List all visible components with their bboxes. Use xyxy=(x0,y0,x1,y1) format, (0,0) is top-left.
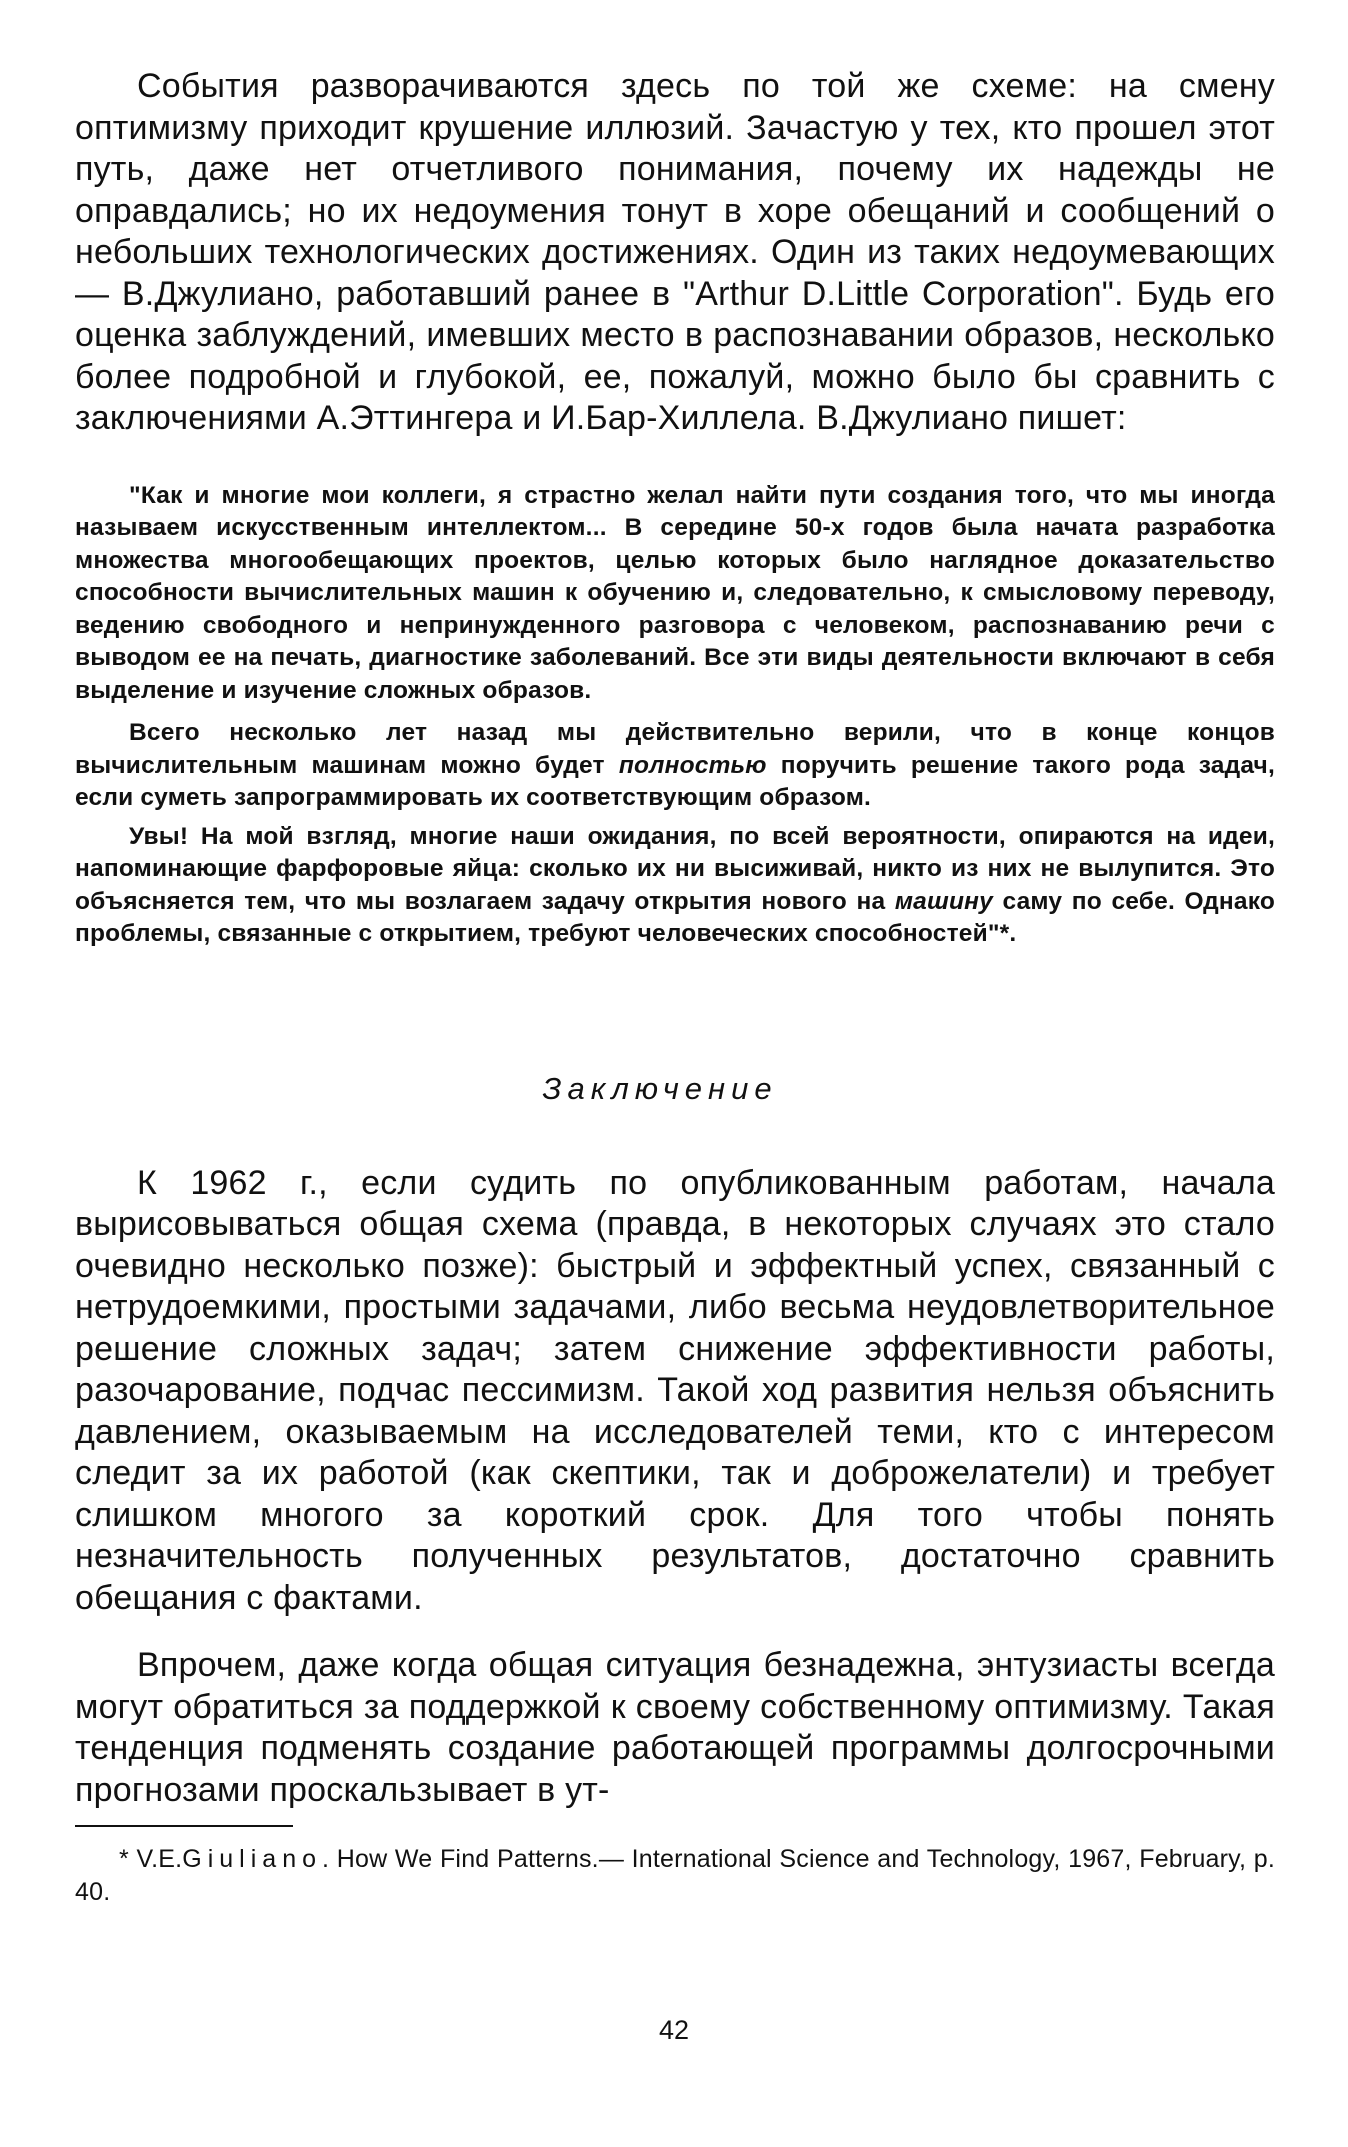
quote-p3-text-start: Увы! На мой взгляд, многие наши ожидания, по всей вероятности, опираются на идеи, напоминающие фарфоровые яйца: сколько их ни высиживай, никто из них не вылупится. Это объясняется тем, что мы возлагаем задачу открытия нового на xyxy=(75,822,1275,915)
footnote-citation: . How We Find Patterns.— International Science and Technology, 1967, February, p. 40. xyxy=(75,1845,1275,1906)
quote-p2-emphasis: полностью xyxy=(618,751,767,779)
footnote-author-surname: Giuliano xyxy=(182,1845,323,1873)
page-number: 42 xyxy=(658,2015,690,2045)
page-content xyxy=(75,66,1275,1909)
intro-paragraph: События разворачиваются здесь по той же схеме: на смену оптимизму приходит крушение иллюзий. Зачастую у тех, кто прошел этот путь, даже нет отчетливого понимания, почему их надежды не оправдались; но их недоумения тонут в хоре обещаний и сообщений о небольших технологических достижениях. Один из таких недоумевающих — В.Джулиано, работавший ранее в "Arthur D.Little Corporation". Будь его оценка заблуждений, имевших место в распознавании образов, несколько более подробной и глубокой, ее, пожалуй, можно было бы сравнить с заключениями А.Эттингера и И.Бар-Хиллела. В.Джулиано пишет: xyxy=(75,67,1275,437)
footnote-divider xyxy=(75,1825,293,1827)
quote-p2-text-start: Всего несколько лет назад мы действительно верили, что в конце концов вычислительным машинам можно будет xyxy=(75,719,1275,779)
footnote-initials: V.E. xyxy=(136,1845,183,1873)
conclusion-paragraph-1: К 1962 г., если судить по опубликованным работам, начала вырисовываться общая схема (правда, в некоторых случаях это стало очевидно несколько позже): быстрый и эффектный успех, связанный с нетрудоемкими, простыми задачами, либо весьма неудовлетворительное решение сложных задач; затем снижение эффективности работы, разочарование, подчас пессимизм. Такой ход развития нельзя объяснить давлением, оказываемым на исследователей теми, кто с интересом следит за их работой (как скептики, так и доброжелатели) и требует слишком многого за короткий срок. Для того чтобы понять незначительность полученных результатов, достаточно сравнить обещания с фактами. xyxy=(75,1163,1275,1617)
conclusion-paragraph-2: Впрочем, даже когда общая ситуация безнадежна, энтузиасты всегда могут обратиться за поддержкой к своему собственному оптимизму. Такая тенденция подменять создание работающей программы долгосрочными прогнозами проскальзывает в ут- xyxy=(75,1646,1275,1809)
block-quote xyxy=(75,480,1275,951)
quote-paragraph-2 xyxy=(75,717,1275,815)
conclusion-section xyxy=(75,1163,1275,1812)
section-heading: Заключение xyxy=(542,1070,778,1106)
quote-p2-text-end: поручить решение такого рода задач, если суметь запрограммировать их соответствующим образом. xyxy=(75,751,1275,811)
quote-p3-text-end: саму по себе. Однако проблемы, связанные с открытием, требуют человеческих способностей"*. xyxy=(75,887,1275,947)
footnote-marker: * xyxy=(119,1845,129,1873)
quote-paragraph-3 xyxy=(75,821,1275,951)
quote-p3-emphasis: машину xyxy=(894,887,993,915)
footnote xyxy=(75,1843,1275,1909)
quote-paragraph-1: "Как и многие мои коллеги, я страстно желал найти пути создания того, что мы иногда называем искусственным интеллектом... В середине 50-х годов была начата разработка множества многообещающих проектов, целью которых было наглядное доказательство способности вычислительных машин к обучению и, следовательно, к смысловому переводу, ведению свободного и непринужденного разговора с человеком, распознаванию речи с выводом ее на печать, диагностике заболеваний. Все эти виды деятельности включают в себя выделение и изучение сложных образов. xyxy=(75,481,1275,704)
